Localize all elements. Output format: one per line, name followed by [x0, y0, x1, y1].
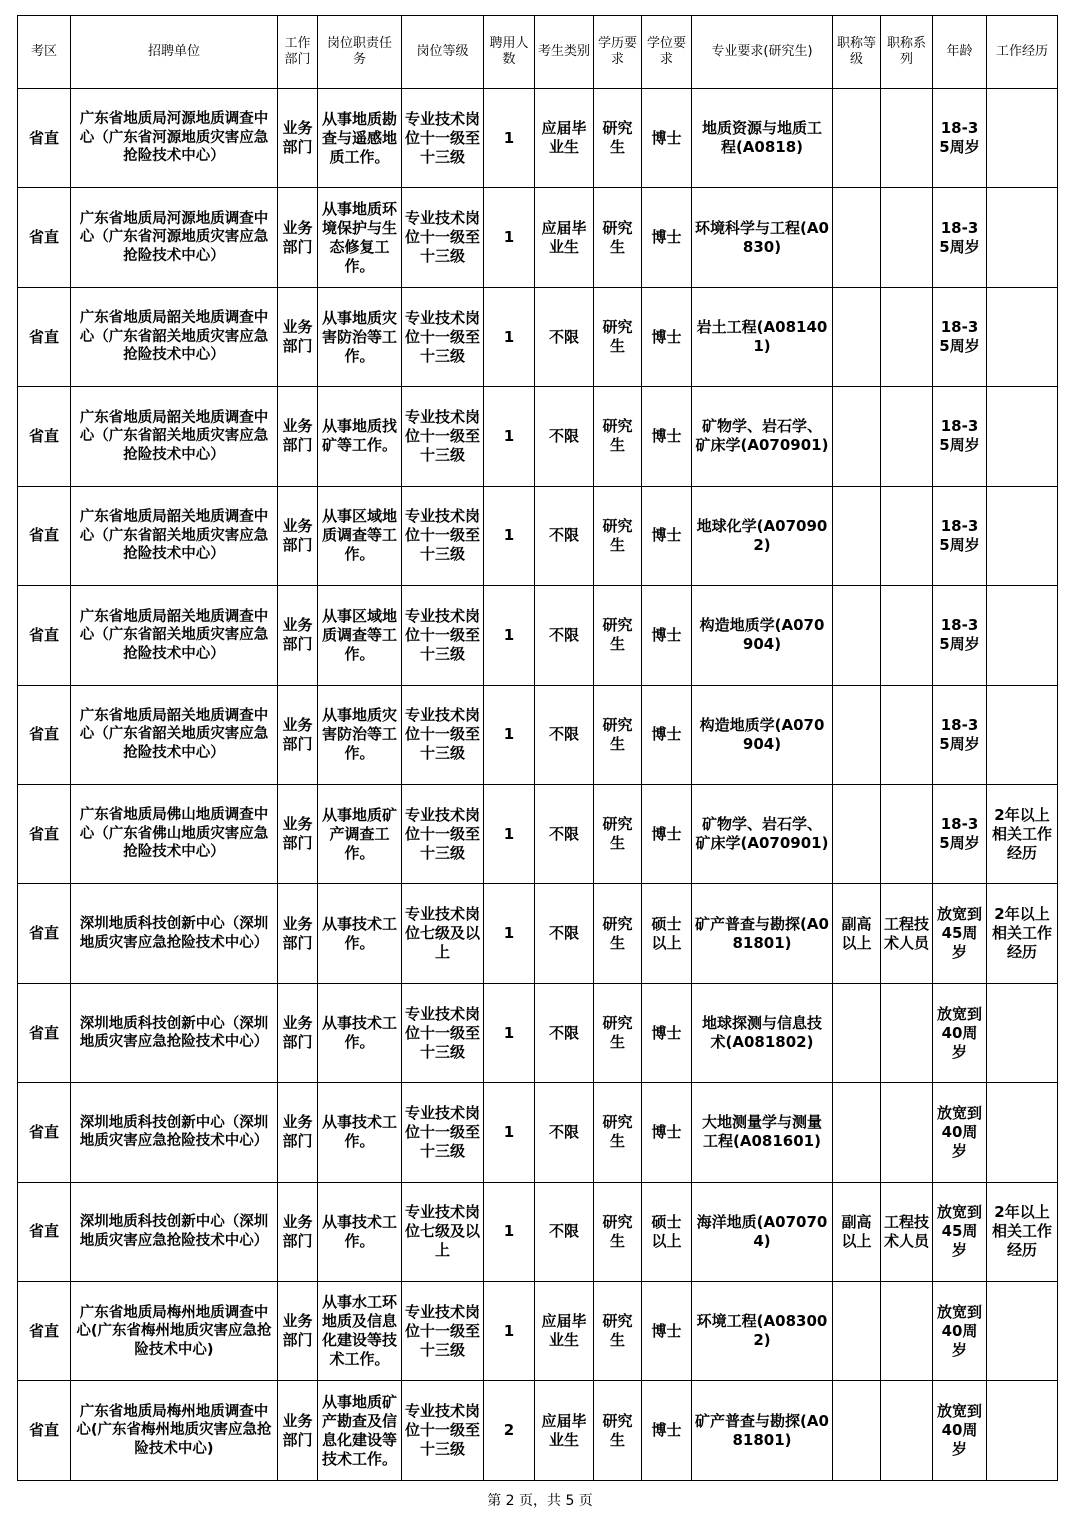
cell-major: 矿物学、岩石学、矿床学(A070901): [692, 387, 833, 486]
table-row: [18, 685, 1058, 784]
cell-unit: 深圳地质科技创新中心（深圳地质灾害应急抢险技术中心）: [71, 1182, 278, 1281]
cell-age: 放宽到40周岁: [933, 1381, 987, 1481]
cell-title-level: [833, 784, 881, 883]
cell-title-level: [833, 1381, 881, 1481]
cell-title-level: [833, 1282, 881, 1381]
cell-headcount: 1: [484, 1182, 535, 1281]
cell-education: 研究生: [594, 89, 642, 188]
cell-candidate-type: 不限: [535, 586, 594, 685]
cell-unit: 广东省地质局梅州地质调查中心(广东省梅州地质灾害应急抢险技术中心): [71, 1282, 278, 1381]
cell-title-series: [881, 287, 933, 386]
cell-headcount: 1: [484, 89, 535, 188]
cell-grade: 专业技术岗位十一级至十三级: [402, 387, 484, 486]
cell-candidate-type: 不限: [535, 685, 594, 784]
header-col-degree: 学位要求: [642, 16, 692, 89]
cell-education: 研究生: [594, 486, 642, 585]
cell-region: 省直: [18, 486, 71, 585]
cell-department: 业务部门: [278, 89, 318, 188]
cell-region: 省直: [18, 287, 71, 386]
cell-candidate-type: 不限: [535, 784, 594, 883]
cell-degree: 博士: [642, 685, 692, 784]
cell-experience: [987, 89, 1058, 188]
cell-title-series: [881, 1083, 933, 1182]
cell-headcount: 1: [484, 387, 535, 486]
cell-experience: [987, 287, 1058, 386]
cell-major: 矿产普查与勘探(A081801): [692, 1381, 833, 1481]
cell-unit: 广东省地质局韶关地质调查中心（广东省韶关地质灾害应急抢险技术中心）: [71, 387, 278, 486]
cell-headcount: 2: [484, 1381, 535, 1481]
cell-region: 省直: [18, 1282, 71, 1381]
cell-degree: 硕士以上: [642, 884, 692, 983]
cell-major: 矿产普查与勘探(A081801): [692, 884, 833, 983]
table-row: [18, 1182, 1058, 1281]
table-row: [18, 1083, 1058, 1182]
cell-grade: 专业技术岗位十一级至十三级: [402, 586, 484, 685]
cell-duties: 从事技术工作。: [318, 884, 402, 983]
cell-unit: 广东省地质局河源地质调查中心（广东省河源地质灾害应急抢险技术中心）: [71, 188, 278, 287]
cell-experience: 2年以上相关工作经历: [987, 784, 1058, 883]
cell-experience: 2年以上相关工作经历: [987, 1182, 1058, 1281]
cell-department: 业务部门: [278, 685, 318, 784]
cell-candidate-type: 不限: [535, 1182, 594, 1281]
cell-age: 18-35周岁: [933, 784, 987, 883]
cell-major: 环境工程(A083002): [692, 1282, 833, 1381]
cell-candidate-type: 不限: [535, 387, 594, 486]
cell-grade: 专业技术岗位十一级至十三级: [402, 784, 484, 883]
cell-education: 研究生: [594, 784, 642, 883]
cell-title-series: [881, 685, 933, 784]
cell-age: 18-35周岁: [933, 685, 987, 784]
table-row: [18, 89, 1058, 188]
cell-department: 业务部门: [278, 1381, 318, 1481]
cell-title-level: [833, 586, 881, 685]
cell-unit: 广东省地质局梅州地质调查中心(广东省梅州地质灾害应急抢险技术中心): [71, 1381, 278, 1481]
cell-title-level: [833, 89, 881, 188]
cell-age: 18-35周岁: [933, 586, 987, 685]
table-row: [18, 188, 1058, 287]
cell-degree: 博士: [642, 1083, 692, 1182]
cell-unit: 深圳地质科技创新中心（深圳地质灾害应急抢险技术中心）: [71, 983, 278, 1082]
header-col-experience: 工作经历: [987, 16, 1058, 89]
cell-region: 省直: [18, 89, 71, 188]
cell-education: 研究生: [594, 1282, 642, 1381]
cell-region: 省直: [18, 1381, 71, 1481]
cell-title-series: [881, 486, 933, 585]
cell-unit: 广东省地质局韶关地质调查中心（广东省韶关地质灾害应急抢险技术中心）: [71, 287, 278, 386]
cell-degree: 博士: [642, 287, 692, 386]
cell-title-series: [881, 89, 933, 188]
table-row: [18, 287, 1058, 386]
cell-duties: 从事地质勘查与遥感地质工作。: [318, 89, 402, 188]
cell-headcount: 1: [484, 486, 535, 585]
header-col-unit: 招聘单位: [71, 16, 278, 89]
cell-experience: [987, 387, 1058, 486]
cell-age: 放宽到40周岁: [933, 1282, 987, 1381]
cell-headcount: 1: [484, 287, 535, 386]
header-col-candidate-type: 考生类别: [535, 16, 594, 89]
cell-department: 业务部门: [278, 884, 318, 983]
cell-duties: 从事地质灾害防治等工作。: [318, 287, 402, 386]
cell-candidate-type: 应届毕业生: [535, 89, 594, 188]
cell-degree: 博士: [642, 784, 692, 883]
cell-department: 业务部门: [278, 1182, 318, 1281]
cell-title-level: [833, 387, 881, 486]
cell-major: 构造地质学(A070904): [692, 685, 833, 784]
cell-major: 地球探测与信息技术(A081802): [692, 983, 833, 1082]
cell-major: 地质资源与地质工程(A0818): [692, 89, 833, 188]
cell-grade: 专业技术岗位十一级至十三级: [402, 89, 484, 188]
header-col-education: 学历要求: [594, 16, 642, 89]
cell-department: 业务部门: [278, 1083, 318, 1182]
table-row: [18, 884, 1058, 983]
cell-major: 岩土工程(A081401): [692, 287, 833, 386]
cell-experience: [987, 1083, 1058, 1182]
cell-candidate-type: 不限: [535, 983, 594, 1082]
cell-title-level: [833, 486, 881, 585]
cell-grade: 专业技术岗位十一级至十三级: [402, 1282, 484, 1381]
cell-experience: [987, 685, 1058, 784]
cell-degree: 博士: [642, 486, 692, 585]
cell-title-series: 工程技术人员: [881, 884, 933, 983]
cell-title-level: [833, 287, 881, 386]
cell-grade: 专业技术岗位十一级至十三级: [402, 983, 484, 1082]
cell-region: 省直: [18, 685, 71, 784]
cell-duties: 从事区域地质调查等工作。: [318, 586, 402, 685]
cell-department: 业务部门: [278, 287, 318, 386]
cell-headcount: 1: [484, 1083, 535, 1182]
cell-duties: 从事地质矿产勘查及信息化建设等技术工作。: [318, 1381, 402, 1481]
cell-title-series: [881, 1381, 933, 1481]
cell-headcount: 1: [484, 685, 535, 784]
cell-candidate-type: 不限: [535, 1083, 594, 1182]
cell-candidate-type: 不限: [535, 287, 594, 386]
cell-degree: 博士: [642, 387, 692, 486]
cell-region: 省直: [18, 884, 71, 983]
cell-major: 大地测量学与测量工程(A081601): [692, 1083, 833, 1182]
cell-region: 省直: [18, 983, 71, 1082]
cell-education: 研究生: [594, 586, 642, 685]
cell-region: 省直: [18, 188, 71, 287]
cell-unit: 广东省地质局韶关地质调查中心（广东省韶关地质灾害应急抢险技术中心）: [71, 486, 278, 585]
table-row: [18, 586, 1058, 685]
cell-education: 研究生: [594, 685, 642, 784]
table-body: [18, 89, 1058, 1481]
cell-age: 18-35周岁: [933, 188, 987, 287]
cell-unit: 广东省地质局河源地质调查中心（广东省河源地质灾害应急抢险技术中心）: [71, 89, 278, 188]
cell-age: 18-35周岁: [933, 89, 987, 188]
cell-experience: [987, 188, 1058, 287]
cell-age: 放宽到45周岁: [933, 884, 987, 983]
cell-headcount: 1: [484, 884, 535, 983]
header-col-duties: 岗位职责任务: [318, 16, 402, 89]
header-col-headcount: 聘用人数: [484, 16, 535, 89]
cell-experience: [987, 1381, 1058, 1481]
cell-region: 省直: [18, 784, 71, 883]
cell-candidate-type: 不限: [535, 884, 594, 983]
cell-title-series: 工程技术人员: [881, 1182, 933, 1281]
cell-duties: 从事区域地质调查等工作。: [318, 486, 402, 585]
cell-experience: [987, 586, 1058, 685]
cell-title-series: [881, 188, 933, 287]
cell-major: 矿物学、岩石学、矿床学(A070901): [692, 784, 833, 883]
cell-unit: 深圳地质科技创新中心（深圳地质灾害应急抢险技术中心）: [71, 1083, 278, 1182]
header-col-major: 专业要求(研究生): [692, 16, 833, 89]
cell-age: 放宽到45周岁: [933, 1182, 987, 1281]
cell-headcount: 1: [484, 188, 535, 287]
cell-title-level: [833, 1083, 881, 1182]
cell-candidate-type: 不限: [535, 486, 594, 585]
cell-department: 业务部门: [278, 983, 318, 1082]
cell-region: 省直: [18, 1182, 71, 1281]
cell-grade: 专业技术岗位七级及以上: [402, 884, 484, 983]
cell-department: 业务部门: [278, 1282, 318, 1381]
cell-degree: 博士: [642, 586, 692, 685]
cell-duties: 从事地质灾害防治等工作。: [318, 685, 402, 784]
cell-title-level: 副高以上: [833, 1182, 881, 1281]
cell-education: 研究生: [594, 387, 642, 486]
cell-duties: 从事地质找矿等工作。: [318, 387, 402, 486]
cell-grade: 专业技术岗位十一级至十三级: [402, 486, 484, 585]
cell-education: 研究生: [594, 1381, 642, 1481]
cell-duties: 从事地质矿产调查工作。: [318, 784, 402, 883]
cell-duties: 从事水工环地质及信息化建设等技术工作。: [318, 1282, 402, 1381]
cell-age: 18-35周岁: [933, 287, 987, 386]
cell-title-series: [881, 1282, 933, 1381]
table-row: [18, 387, 1058, 486]
cell-candidate-type: 应届毕业生: [535, 1381, 594, 1481]
table-row: [18, 1381, 1058, 1481]
cell-duties: 从事技术工作。: [318, 983, 402, 1082]
cell-department: 业务部门: [278, 188, 318, 287]
cell-major: 海洋地质(A070704): [692, 1182, 833, 1281]
cell-major: 构造地质学(A070904): [692, 586, 833, 685]
cell-age: 放宽到40周岁: [933, 983, 987, 1082]
cell-candidate-type: 应届毕业生: [535, 1282, 594, 1381]
header-col-title-series: 职称系列: [881, 16, 933, 89]
cell-title-level: [833, 983, 881, 1082]
cell-grade: 专业技术岗位七级及以上: [402, 1182, 484, 1281]
cell-headcount: 1: [484, 983, 535, 1082]
header-col-grade: 岗位等级: [402, 16, 484, 89]
cell-education: 研究生: [594, 983, 642, 1082]
cell-age: 18-35周岁: [933, 387, 987, 486]
cell-education: 研究生: [594, 188, 642, 287]
cell-title-series: [881, 983, 933, 1082]
cell-degree: 博士: [642, 89, 692, 188]
cell-degree: 博士: [642, 188, 692, 287]
cell-department: 业务部门: [278, 387, 318, 486]
cell-grade: 专业技术岗位十一级至十三级: [402, 287, 484, 386]
cell-education: 研究生: [594, 884, 642, 983]
cell-grade: 专业技术岗位十一级至十三级: [402, 1381, 484, 1481]
table-row: [18, 1282, 1058, 1381]
cell-degree: 硕士以上: [642, 1182, 692, 1281]
cell-grade: 专业技术岗位十一级至十三级: [402, 188, 484, 287]
cell-duties: 从事技术工作。: [318, 1182, 402, 1281]
recruitment-table: [17, 15, 1058, 1481]
cell-unit: 广东省地质局韶关地质调查中心（广东省韶关地质灾害应急抢险技术中心）: [71, 586, 278, 685]
cell-department: 业务部门: [278, 586, 318, 685]
header-row: [18, 16, 1058, 89]
cell-department: 业务部门: [278, 784, 318, 883]
cell-title-level: 副高以上: [833, 884, 881, 983]
header-col-department: 工作部门: [278, 16, 318, 89]
table-row: [18, 784, 1058, 883]
cell-headcount: 1: [484, 1282, 535, 1381]
cell-experience: 2年以上相关工作经历: [987, 884, 1058, 983]
cell-major: 环境科学与工程(A0830): [692, 188, 833, 287]
cell-experience: [987, 983, 1058, 1082]
cell-experience: [987, 486, 1058, 585]
cell-grade: 专业技术岗位十一级至十三级: [402, 1083, 484, 1182]
cell-education: 研究生: [594, 1083, 642, 1182]
cell-unit: 广东省地质局佛山地质调查中心（广东省佛山地质灾害应急抢险技术中心）: [71, 784, 278, 883]
cell-unit: 深圳地质科技创新中心（深圳地质灾害应急抢险技术中心）: [71, 884, 278, 983]
cell-title-series: [881, 387, 933, 486]
cell-education: 研究生: [594, 1182, 642, 1281]
cell-candidate-type: 应届毕业生: [535, 188, 594, 287]
header-col-age: 年龄: [933, 16, 987, 89]
cell-age: 18-35周岁: [933, 486, 987, 585]
cell-duties: 从事技术工作。: [318, 1083, 402, 1182]
cell-degree: 博士: [642, 1381, 692, 1481]
cell-region: 省直: [18, 387, 71, 486]
header-col-region: 考区: [18, 16, 71, 89]
cell-title-level: [833, 685, 881, 784]
cell-headcount: 1: [484, 586, 535, 685]
cell-duties: 从事地质环境保护与生态修复工作。: [318, 188, 402, 287]
cell-department: 业务部门: [278, 486, 318, 585]
cell-title-level: [833, 188, 881, 287]
page-footer: 第 2 页，共 5 页: [487, 1493, 593, 1509]
table-row: [18, 983, 1058, 1082]
cell-region: 省直: [18, 586, 71, 685]
cell-title-series: [881, 586, 933, 685]
cell-education: 研究生: [594, 287, 642, 386]
cell-degree: 博士: [642, 983, 692, 1082]
cell-unit: 广东省地质局韶关地质调查中心（广东省韶关地质灾害应急抢险技术中心）: [71, 685, 278, 784]
cell-region: 省直: [18, 1083, 71, 1182]
cell-degree: 博士: [642, 1282, 692, 1381]
cell-title-series: [881, 784, 933, 883]
table-row: [18, 486, 1058, 585]
cell-headcount: 1: [484, 784, 535, 883]
cell-grade: 专业技术岗位十一级至十三级: [402, 685, 484, 784]
header-col-title-level: 职称等级: [833, 16, 881, 89]
cell-major: 地球化学(A070902): [692, 486, 833, 585]
cell-experience: [987, 1282, 1058, 1381]
cell-age: 放宽到40周岁: [933, 1083, 987, 1182]
